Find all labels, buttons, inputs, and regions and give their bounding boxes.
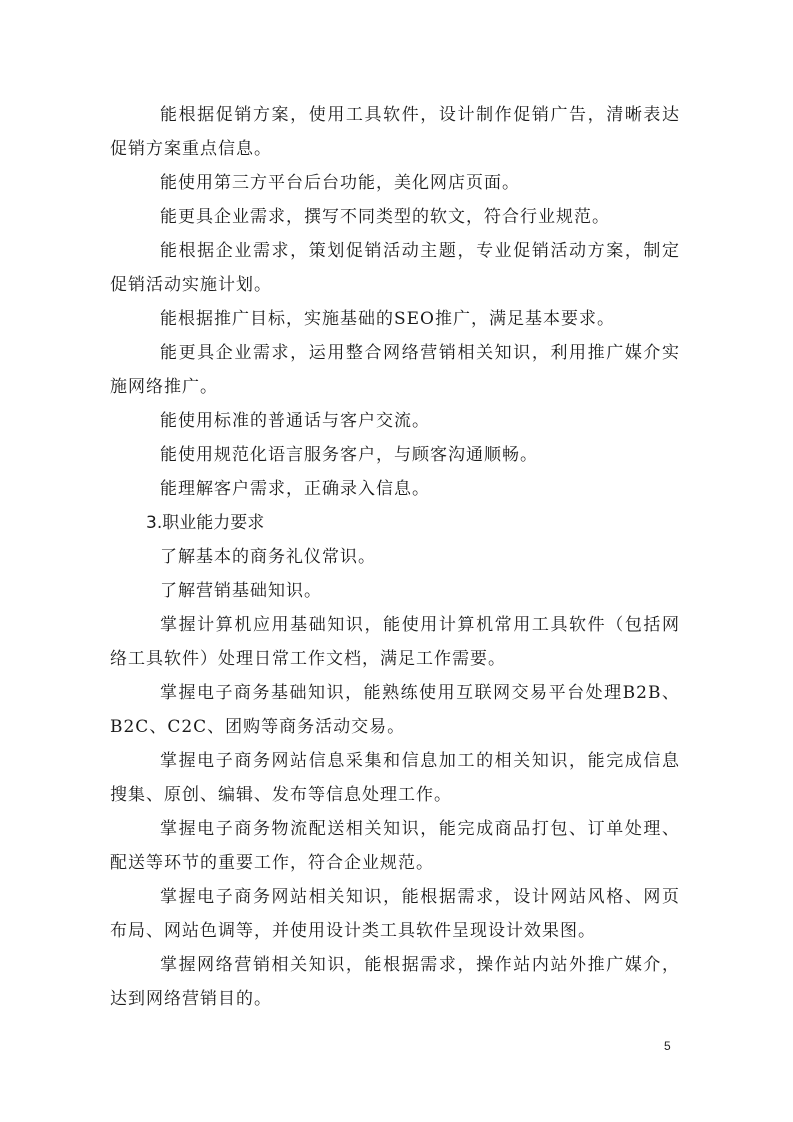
paragraph: 掌握电子商务网站信息采集和信息加工的相关知识，能完成信息搜集、原创、编辑、发布等信息处理工作。 xyxy=(110,751,680,805)
paragraph: 能使用标准的普通话与客户交流。 xyxy=(160,411,430,431)
paragraph: 能更具企业需求，撰写不同类型的软文，符合行业规范。 xyxy=(160,207,610,227)
page-number: 5 xyxy=(664,1039,671,1053)
paragraph: 掌握网络营销相关知识，能根据需求，操作站内站外推广媒介，达到网络营销目的。 xyxy=(110,955,680,1009)
paragraph: 能根据促销方案，使用工具软件，设计制作促销广告，清晰表达促销方案重点信息。 xyxy=(110,105,680,159)
paragraph: 能根据推广目标，实施基础的SEO推广，满足基本要求。 xyxy=(160,309,615,329)
section-heading: 3.职业能力要求 xyxy=(146,513,265,533)
paragraph: 能使用第三方平台后台功能，美化网店页面。 xyxy=(160,173,520,193)
paragraph: 了解营销基础知识。 xyxy=(160,581,322,601)
paragraph: 掌握电子商务物流配送相关知识，能完成商品打包、订单处理、配送等环节的重要工作，符合企业规范。 xyxy=(110,819,680,873)
paragraph: 了解基本的商务礼仪常识。 xyxy=(160,547,376,567)
paragraph: 掌握电子商务网站相关知识，能根据需求，设计网站风格、网页布局、网站色调等，并使用设计类工具软件呈现设计效果图。 xyxy=(110,887,680,941)
paragraph: 掌握计算机应用基础知识，能使用计算机常用工具软件（包括网络工具软件）处理日常工作文档，满足工作需要。 xyxy=(110,615,680,669)
page-body xyxy=(110,98,680,1016)
paragraph: 能根据企业需求，策划促销活动主题，专业促销活动方案，制定促销活动实施计划。 xyxy=(110,241,680,295)
paragraph: 能更具企业需求，运用整合网络营销相关知识，利用推广媒介实施网络推广。 xyxy=(110,343,680,397)
paragraph: 能理解客户需求，正确录入信息。 xyxy=(160,479,430,499)
paragraph: 能使用规范化语言服务客户，与顾客沟通顺畅。 xyxy=(160,445,538,465)
paragraph: 掌握电子商务基础知识，能熟练使用互联网交易平台处理B2B、B2C、C2C、团购等商务活动交易。 xyxy=(110,683,680,737)
